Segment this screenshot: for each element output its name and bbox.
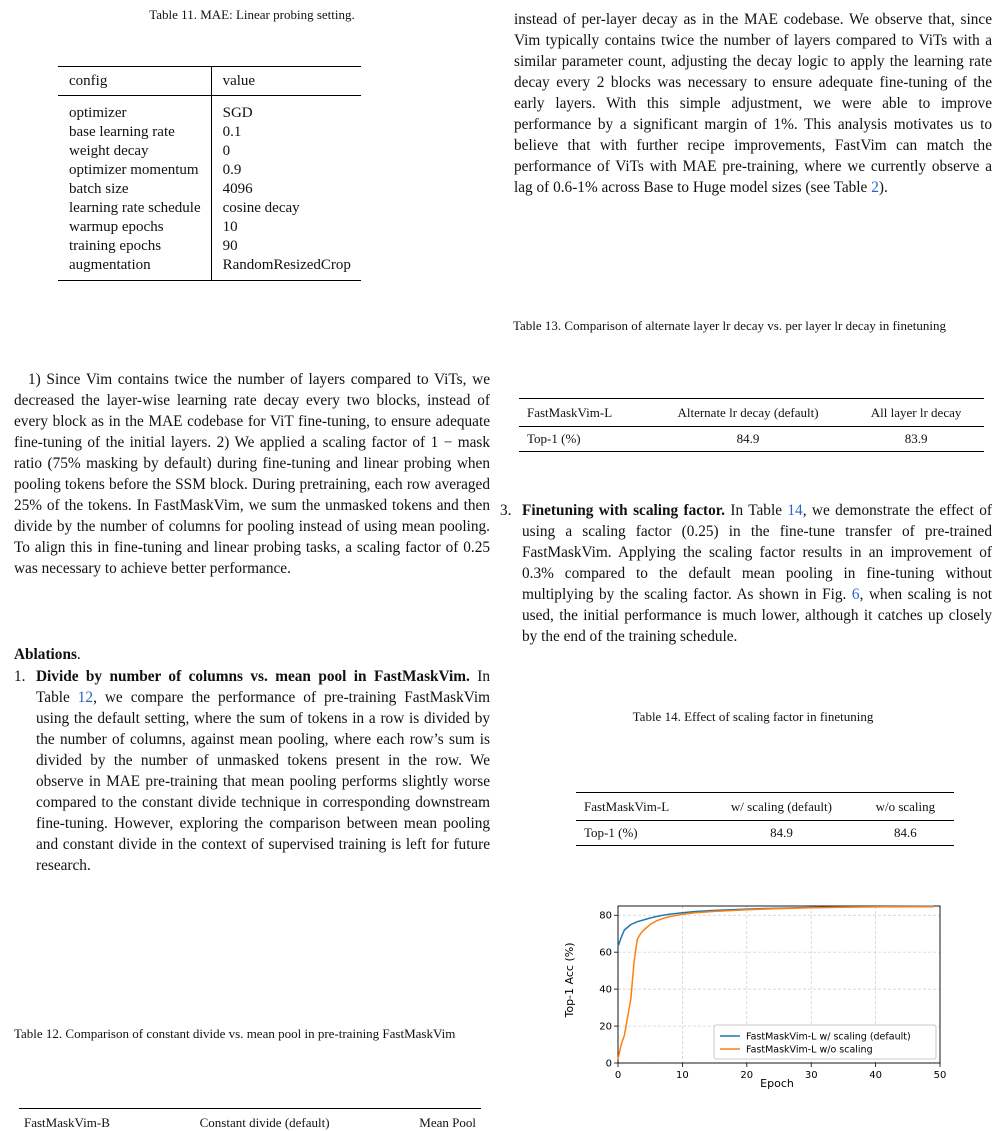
t14-h1: w/ scaling (default): [706, 793, 857, 821]
x-tick-label: 10: [676, 1070, 689, 1081]
accuracy-epoch-chart: [560, 900, 960, 1092]
table11-row: [58, 96, 361, 124]
y-tick-label: 40: [599, 984, 612, 996]
table11-header-1: value: [211, 67, 361, 96]
x-tick-label: 30: [804, 1070, 818, 1081]
ablations-heading-text: Ablations: [14, 646, 77, 663]
table11-config-cell: base learning rate: [58, 123, 211, 142]
table11-value-cell: 10: [222, 219, 238, 235]
x-tick-label: 40: [869, 1070, 882, 1081]
item1-number: 1.: [14, 668, 26, 685]
table11-config-cell: optimizer momentum: [58, 161, 211, 180]
para-lr-decay: [514, 9, 992, 198]
t13-r0: Top-1 (%): [527, 431, 581, 446]
ablation-item-3: [500, 500, 992, 647]
table12-header: [19, 1108, 481, 1131]
y-tick-label: 20: [599, 1021, 612, 1033]
item1-table-ref[interactable]: 12: [77, 689, 94, 706]
table11-config-cell: training epochs: [58, 237, 211, 256]
table11-row: [58, 161, 361, 180]
x-tick-label: 50: [933, 1070, 947, 1081]
item3-number: 3.: [500, 502, 512, 519]
table11-row: [58, 237, 361, 256]
item3-post: , when scaling is not used, the initial performance is much lower, although it catches up closely by the end of the training schedule.: [522, 586, 992, 645]
table12-caption: Table 12. Comparison of constant divide vs. mean pool in pre-training FastMaskVim: [14, 1026, 456, 1041]
table11-value-cell: 0.1: [222, 124, 242, 140]
t14-h0: FastMaskVim-L: [576, 793, 706, 821]
t13-h2: All layer lr decay: [848, 399, 984, 427]
t14-r2: 84.6: [894, 825, 917, 840]
table11-config-cell: augmentation: [58, 256, 211, 281]
series-line-with-scaling: [618, 906, 934, 946]
y-tick-label: 80: [599, 910, 612, 922]
table11-config-cell: batch size: [58, 180, 211, 199]
table14: [576, 792, 954, 846]
t13-h0: FastMaskVim-L: [519, 399, 648, 427]
para-top-end: ).: [878, 179, 888, 196]
x-tick-label: 20: [740, 1070, 754, 1081]
ablation-item-1: [14, 666, 490, 876]
legend-label: FastMaskVim-L w/ scaling (default): [746, 1031, 911, 1043]
item3-fig-ref[interactable]: 6: [851, 586, 860, 603]
table13-caption: Table 13. Comparison of alternate layer lr decay vs. per layer lr decay in finetuning: [513, 318, 946, 333]
t14-h2: w/o scaling: [857, 793, 954, 821]
table12-col-model: FastMaskVim-B: [24, 1115, 110, 1130]
t13-r2: 83.9: [904, 431, 928, 446]
t14-r0: Top-1 (%): [584, 825, 638, 840]
item3-title: Finetuning with scaling factor.: [522, 502, 725, 519]
y-tick-label: 60: [599, 947, 612, 959]
table11-header-0: config: [58, 67, 211, 96]
y-tick-label: 0: [605, 1058, 612, 1070]
chart-xlabel: Epoch: [760, 1077, 794, 1090]
table11-caption: Table 11. MAE: Linear probing setting.: [149, 7, 355, 22]
table11-value-cell: RandomResizedCrop: [222, 257, 351, 273]
table11-value-cell: 4096: [222, 181, 253, 197]
table11-row: [58, 180, 361, 199]
item3-mid: , we demonstrate the effect of using a scaling factor (0.25) in the fine-tune transfer of pre-trained FastMaskVim. Applying the scaling factor results in an improvement of 0.3% compared to the default mean pooling in fine-tuning without multiplying by the scaling factor. As shown in Fig.: [522, 502, 992, 603]
para-scaling-explanation: 1) Since Vim contains twice the number of layers compared to ViTs, we decreased the layer-wise learning rate decay every two blocks, instead of every block as in the MAE codebase for ViT fine-tuning, to ensure adequate fine-tuning of the initial layers. 2) We applied a scaling factor of 1 − mask ratio (75% masking by default) during fine-tuning and linear probing when pooling tokens before the SSM block. During pretraining, each row averaged 25% of the tokens. In FastMaskVim, we sum the unmasked tokens and then divide by the number of columns for pooling instead of using mean pooling. To align this in fine-tuning and linear probing tasks, a scaling factor of 0.25 was necessary to achieve better performance.: [14, 371, 490, 577]
x-tick-label: 0: [614, 1070, 622, 1081]
table12-col-default: Constant divide (default): [199, 1115, 330, 1130]
chart-ylabel: Top-1 Acc (%): [563, 942, 576, 1018]
table2-ref[interactable]: 2: [871, 179, 879, 196]
table11-config-cell: weight decay: [58, 142, 211, 161]
legend-label: FastMaskVim-L w/o scaling: [746, 1044, 873, 1056]
item1-title: Divide by number of columns vs. mean pool in FastMaskVim.: [36, 668, 470, 685]
t13-r1: 84.9: [736, 431, 760, 446]
table13: [519, 398, 984, 452]
ablations-heading-period: .: [76, 646, 81, 663]
table12-col-meanpool: Mean Pool: [419, 1115, 476, 1130]
table11-row: [58, 123, 361, 142]
table11-row: [58, 256, 361, 281]
table11-value-cell: 0.9: [222, 162, 242, 178]
table11-config-cell: optimizer: [58, 96, 211, 124]
table11-value-cell: 0: [222, 143, 231, 159]
table14-caption: Table 14. Effect of scaling factor in finetuning: [632, 709, 874, 724]
item1-text: , we compare the performance of pre-training FastMaskVim using the default setting, where the sum of tokens in a row is divided by the number of columns, against mean pooling, where each row’s sum is divided by the number of unmasked tokens present in the row. We observe in MAE pre-training that mean pooling performs slightly worse compared to the constant divide technique in corresponding downstream fine-tuning. However, exploring the comparison between mean pooling and constant divide in the context of supervised training is left for future research.: [36, 689, 490, 874]
item3-pre: In Table: [730, 502, 782, 519]
para-top-text: instead of per-layer decay as in the MAE codebase. We observe that, since Vim typically contains twice the number of layers compared to ViTs with a similar parameter count, adjusting the decay logic to apply the learning rate decay every 2 blocks was necessary to ensure adequate fine-tuning of the early layers. With this simple adjustment, we were able to improve performance by a significant margin of 1%. This analysis motivates us to believe that with further recipe improvements, FastVim can match the performance of ViTs with MAE pre-training, where we currently observe a lag of 0.6-1% across Base to Huge model sizes (see Table: [514, 11, 992, 196]
table11-row: [58, 142, 361, 161]
table11-value-cell: 90: [222, 238, 238, 254]
table11-value-cell: SGD: [222, 105, 253, 121]
chart-legend: [714, 1025, 936, 1059]
table11-config-cell: learning rate schedule: [58, 199, 211, 218]
ablations-heading: [14, 644, 81, 665]
table11-value-cell: cosine decay: [222, 200, 300, 216]
table11-row: [58, 218, 361, 237]
t14-r1: 84.9: [770, 825, 793, 840]
table11-config-cell: warmup epochs: [58, 218, 211, 237]
item3-table-ref[interactable]: 14: [787, 502, 803, 519]
table11: [58, 66, 361, 281]
table11-row: [58, 199, 361, 218]
item1-pre: In Table: [36, 668, 490, 706]
t13-h1: Alternate lr decay (default): [648, 399, 848, 427]
